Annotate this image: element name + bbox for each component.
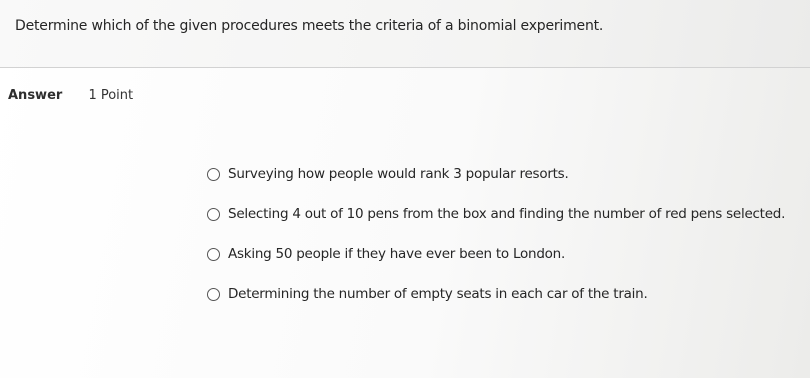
- answer-label: Answer: [8, 88, 63, 103]
- radio-button[interactable]: [207, 288, 220, 301]
- points-label: 1 Point: [88, 88, 134, 103]
- radio-button[interactable]: [207, 208, 220, 221]
- radio-button[interactable]: [207, 248, 220, 261]
- option-4[interactable]: [207, 284, 785, 304]
- option-label[interactable]: Asking 50 people if they have ever been to London.: [228, 246, 566, 262]
- answer-options: [207, 164, 785, 324]
- option-2[interactable]: [207, 204, 785, 224]
- answer-row: [8, 88, 133, 103]
- option-1[interactable]: [207, 164, 785, 184]
- option-label[interactable]: Surveying how people would rank 3 popular resorts.: [228, 166, 569, 182]
- option-label[interactable]: Determining the number of empty seats in each car of the train.: [228, 286, 648, 302]
- question-header: [0, 0, 810, 68]
- question-text: Determine which of the given procedures meets the criteria of a binomial experiment.: [15, 18, 604, 34]
- radio-button[interactable]: [207, 168, 220, 181]
- option-label[interactable]: Selecting 4 out of 10 pens from the box and finding the number of red pens selected.: [228, 206, 786, 222]
- option-3[interactable]: [207, 244, 785, 264]
